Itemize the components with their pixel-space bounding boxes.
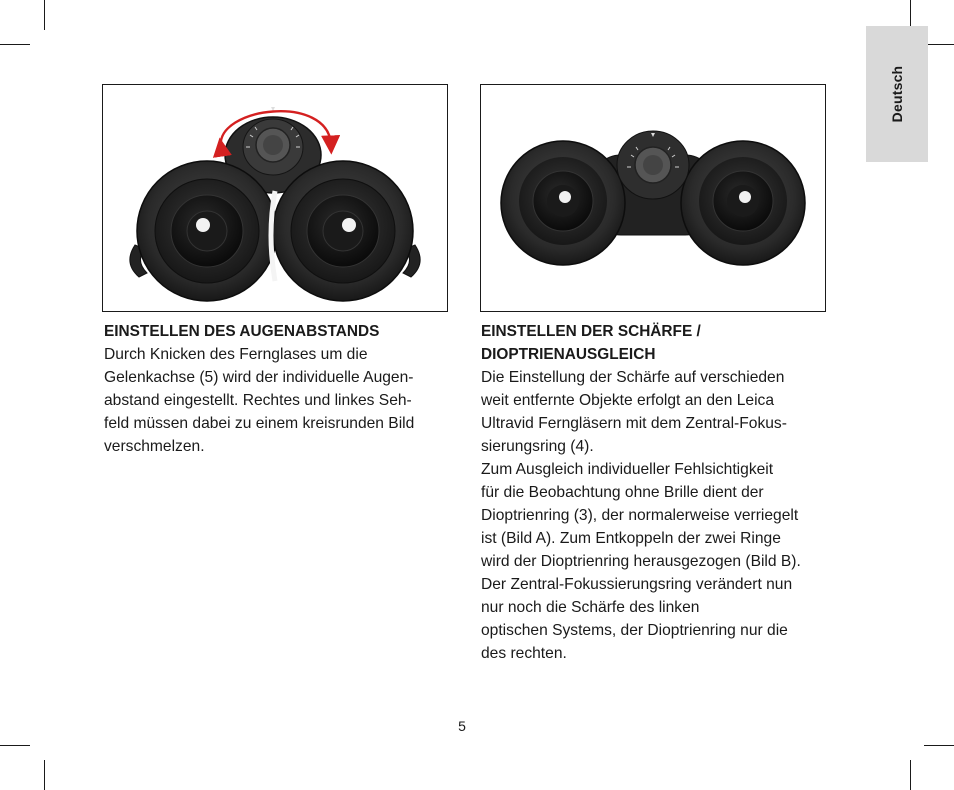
language-tab-label: Deutsch [889, 65, 905, 123]
section-body [481, 366, 831, 665]
figure-binoculars-focus [480, 84, 826, 312]
body-line: ist (Bild A). Zum Entkoppeln der zwei Ringe [481, 530, 781, 547]
body-line: Zum Ausgleich individueller Fehlsichtigkeit [481, 461, 774, 478]
body-line: sierungsring (4). [481, 438, 594, 455]
language-tab [866, 26, 928, 162]
body-line: optischen Systems, der Dioptrienring nur die [481, 622, 788, 639]
crop-mark [44, 0, 45, 30]
section-interpupillary-distance [104, 320, 449, 458]
page-number: 5 [458, 718, 466, 734]
body-line: wird der Dioptrienring herausgezogen (Bild B). [481, 553, 801, 570]
crop-mark [0, 44, 30, 45]
body-line: feld müssen dabei zu einem kreisrunden Bild [104, 415, 415, 432]
body-line: Die Einstellung der Schärfe auf verschieden [481, 369, 785, 386]
body-line: verschmelzen. [104, 438, 205, 455]
binoculars-folded-icon [103, 85, 447, 311]
section-focus-diopter [481, 320, 831, 665]
section-heading [481, 320, 831, 366]
figure-binoculars-folding [102, 84, 448, 312]
crop-mark [924, 745, 954, 746]
body-line: weit entfernte Objekte erfolgt an den Leica [481, 392, 774, 409]
crop-mark [0, 745, 30, 746]
crop-mark [44, 760, 45, 790]
body-line: Gelenkachse (5) wird der individuelle Augen- [104, 369, 414, 386]
body-line: nur noch die Schärfe des linken [481, 599, 700, 616]
body-line: abstand eingestellt. Rechtes und linkes Seh- [104, 392, 412, 409]
body-line: Durch Knicken des Fernglases um die [104, 346, 368, 363]
body-line: des rechten. [481, 645, 567, 662]
heading-line: EINSTELLEN DER SCHÄRFE / [481, 323, 701, 340]
section-body [104, 343, 449, 458]
crop-mark [924, 44, 954, 45]
section-heading: EINSTELLEN DES AUGENABSTANDS [104, 323, 380, 340]
heading-line: DIOPTRIENAUSGLEICH [481, 346, 656, 363]
binoculars-open-icon [481, 85, 825, 311]
body-line: für die Beobachtung ohne Brille dient der [481, 484, 764, 501]
body-line: Der Zentral-Fokussierungsring verändert nun [481, 576, 793, 593]
body-line: Dioptrienring (3), der normalerweise verriegelt [481, 507, 799, 524]
crop-mark [910, 760, 911, 790]
body-line: Ultravid Ferngläsern mit dem Zentral-Fokus- [481, 415, 787, 432]
